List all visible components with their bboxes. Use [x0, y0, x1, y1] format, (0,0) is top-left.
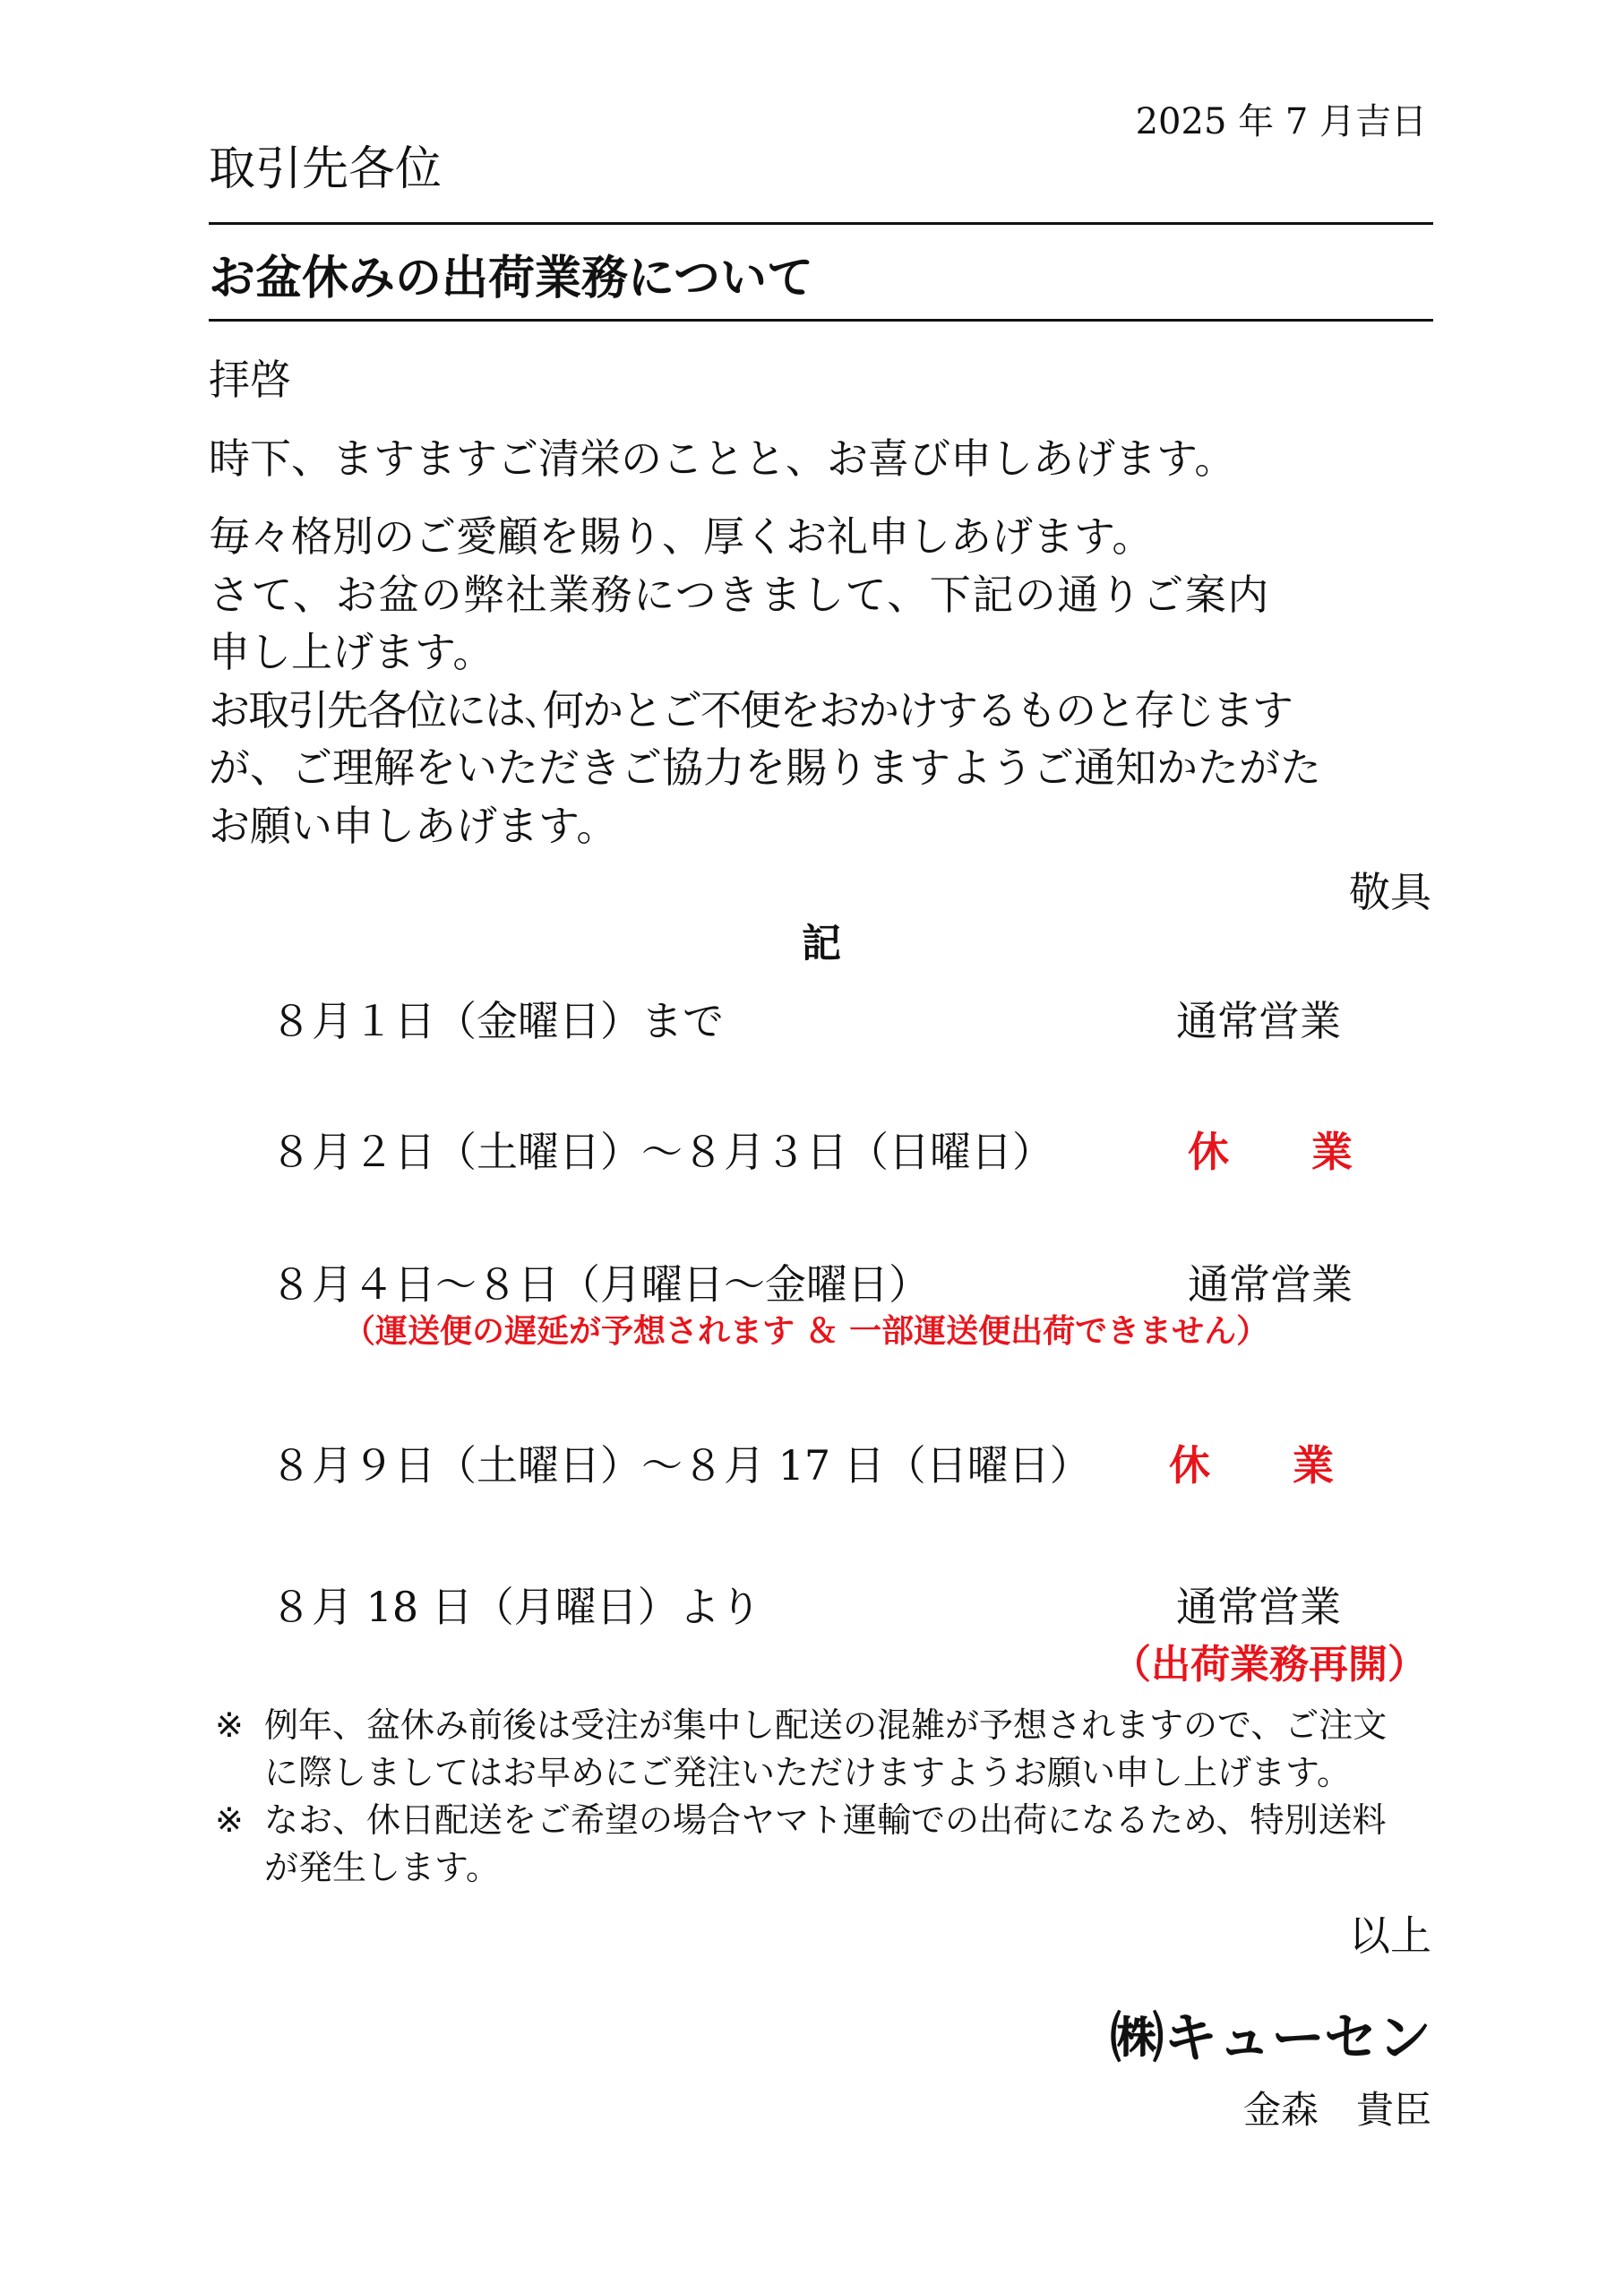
addressee: 取引先各位 — [209, 142, 443, 196]
note-line: 例年、盆休み前後は受注が集中し配送の混雑が予想されますので、ご注文 — [264, 1705, 1388, 1745]
letter-body — [209, 508, 1436, 855]
schedule-status-closed: 休 業 — [1188, 1128, 1353, 1176]
closing-keigu: 敬具 — [1349, 868, 1431, 916]
document-title: お盆休みの出荷業務について — [209, 252, 813, 305]
signatory-name: 金森 貴臣 — [1242, 2088, 1431, 2132]
ki-heading: 記 — [802, 921, 841, 966]
document-date: 2025 年 7 月吉日 — [1135, 101, 1427, 142]
schedule-note: （出荷業務再開） — [1112, 1642, 1427, 1688]
schedule-period: ８月２日（土曜日）～８月３日（日曜日） — [271, 1128, 1053, 1176]
note-line: に際しましてはお早めにご発注いただけますようお願い申し上げます。 — [264, 1753, 1351, 1792]
schedule-period: ８月１日（金曜日）まで — [271, 997, 724, 1045]
note-line: が発生します。 — [264, 1848, 500, 1887]
schedule-status: 通常営業 — [1188, 1260, 1353, 1309]
closing-ijo: 以上 — [1349, 1911, 1431, 1960]
title-rule-bottom — [209, 319, 1433, 322]
body-line: 申し上げます。 — [209, 628, 494, 676]
body-line: が、ご理解をいただきご協力を賜りますようご通知かたがた — [209, 743, 1321, 792]
greeting: 拝啓 — [209, 356, 291, 404]
schedule-status: 通常営業 — [1176, 997, 1341, 1045]
schedule-period: ８月 18 日（月曜日）より — [271, 1583, 761, 1631]
note-mark: ※ — [215, 1800, 244, 1840]
schedule-period: ８月４日～８日（月曜日～金曜日） — [271, 1260, 930, 1309]
schedule-period: ８月９日（土曜日）～８月 17 日（日曜日） — [271, 1441, 1091, 1490]
company-name: ㈱キューセン — [1110, 2007, 1431, 2070]
body-line: お願い申しあげます。 — [209, 801, 618, 850]
body-line: 毎々格別のご愛顧を賜り、厚くお礼申しあげます。 — [209, 512, 1154, 561]
seasonal-greeting: 時下、ますますご清栄のことと、お喜び申しあげます。 — [209, 434, 1236, 483]
schedule-status-closed: 休 業 — [1169, 1441, 1334, 1490]
note-line: なお、休日配送をご希望の場合ヤマト運輸での出荷になるため、特別送料 — [264, 1800, 1387, 1840]
note-mark: ※ — [215, 1705, 244, 1745]
schedule-note: （運送便の遅延が予想されます ＆ 一部運送便出荷できません） — [343, 1313, 1269, 1350]
schedule-status: 通常営業 — [1176, 1583, 1341, 1631]
body-line: さて、お盆の弊社業務につきまして、下記の通りご案内 — [209, 570, 1270, 619]
title-rule-top — [209, 222, 1433, 225]
body-line: お取引先各位には､何かとご不便をおかけするものと存じます — [209, 685, 1292, 734]
